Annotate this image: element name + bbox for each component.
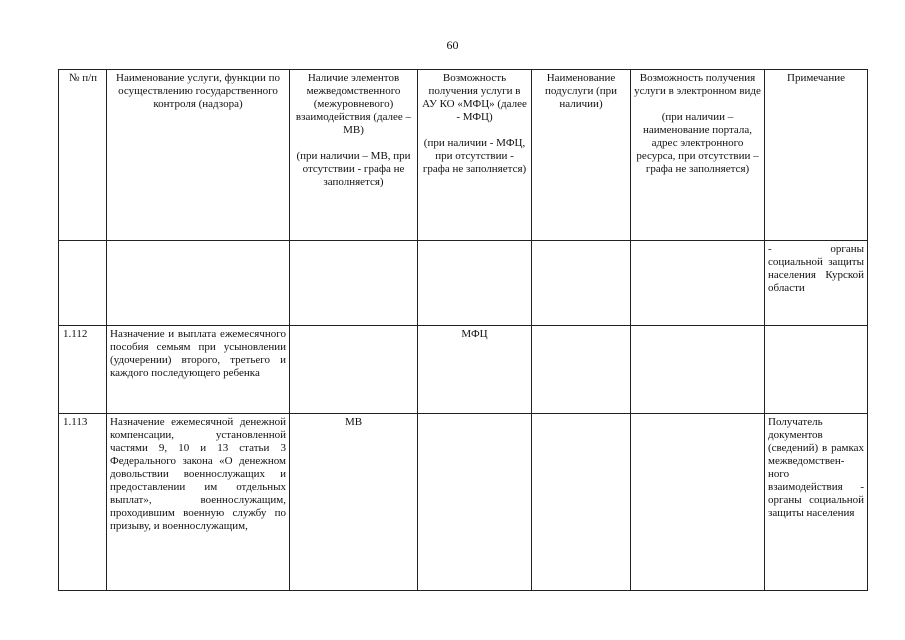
- header-mfc-main: Возможность получения услуги в АУ КО «МФЦ» (далее - МФЦ): [422, 72, 527, 123]
- cell-mv: [290, 326, 418, 414]
- cell-electronic: [631, 326, 765, 414]
- cell-mv: [290, 241, 418, 326]
- services-table: [58, 69, 868, 591]
- cell-num: [59, 241, 107, 326]
- cell-subservice: [532, 241, 631, 326]
- cell-service-name: Назначение ежемесячной денежной компенсации, установленной частями 9, 10 и 13 статьи 3 Федерального закона «О денежном довольствии военнослужащих и предоставлении им отдельных выплат», военнослужащим, проходившим военную службу по призыву, и военнослужащим,: [107, 414, 290, 591]
- cell-note: [765, 326, 868, 414]
- cell-electronic: [631, 414, 765, 591]
- table-row: [59, 414, 868, 591]
- cell-mfc: МФЦ: [418, 326, 532, 414]
- header-mfc-note: (при наличии - МФЦ, при отсутствии - графа не заполняется): [422, 137, 527, 175]
- cell-mv: МВ: [290, 414, 418, 591]
- header-mv: [290, 70, 418, 241]
- cell-mfc: [418, 241, 532, 326]
- header-num: [59, 70, 107, 241]
- header-electronic-main: Возможность получения услуги в электронном виде: [634, 72, 761, 97]
- cell-subservice: [532, 414, 631, 591]
- header-num-text: № п/п: [68, 72, 98, 84]
- cell-note: - органы социальной защиты населения Курской области: [765, 241, 868, 326]
- header-note: [765, 70, 868, 241]
- header-subservice: [532, 70, 631, 241]
- cell-num: 1.112: [59, 326, 107, 414]
- page-number: 60: [446, 38, 459, 52]
- cell-service-name: [107, 241, 290, 326]
- table-row: [59, 326, 868, 414]
- cell-service-name: Назначение и выплата ежемесячного пособия семьям при усыновлении (удочерении) второго, третьего и каждого последующего ребенка: [107, 326, 290, 414]
- header-mv-note: (при наличии – МВ, при отсутствии - графа не заполняется): [296, 150, 411, 188]
- header-electronic: [631, 70, 765, 241]
- table-row: [59, 241, 868, 326]
- table-header-row: [59, 70, 868, 241]
- header-mfc: [418, 70, 532, 241]
- header-service-name-text: Наименование услуги, функции по осуществлению государственного контроля (надзора): [116, 72, 280, 110]
- header-note-text: Примечание: [787, 72, 845, 84]
- header-electronic-note: (при наличии – наименование портала, адрес электронного ресурса, при отсутствии – графа не заполняется): [636, 111, 759, 175]
- header-subservice-text: Наименование подуслуги (при наличии): [544, 72, 618, 110]
- header-mv-main: Наличие элементов межведомственного (межуровневого) взаимодействия (далее – МВ): [295, 72, 412, 136]
- cell-mfc: [418, 414, 532, 591]
- header-service-name: [107, 70, 290, 241]
- cell-num: 1.113: [59, 414, 107, 591]
- cell-electronic: [631, 241, 765, 326]
- cell-note: Получатель документов (сведений) в рамках межведомствен-ного взаимодействия - органы социальной защиты населения: [765, 414, 868, 591]
- cell-subservice: [532, 326, 631, 414]
